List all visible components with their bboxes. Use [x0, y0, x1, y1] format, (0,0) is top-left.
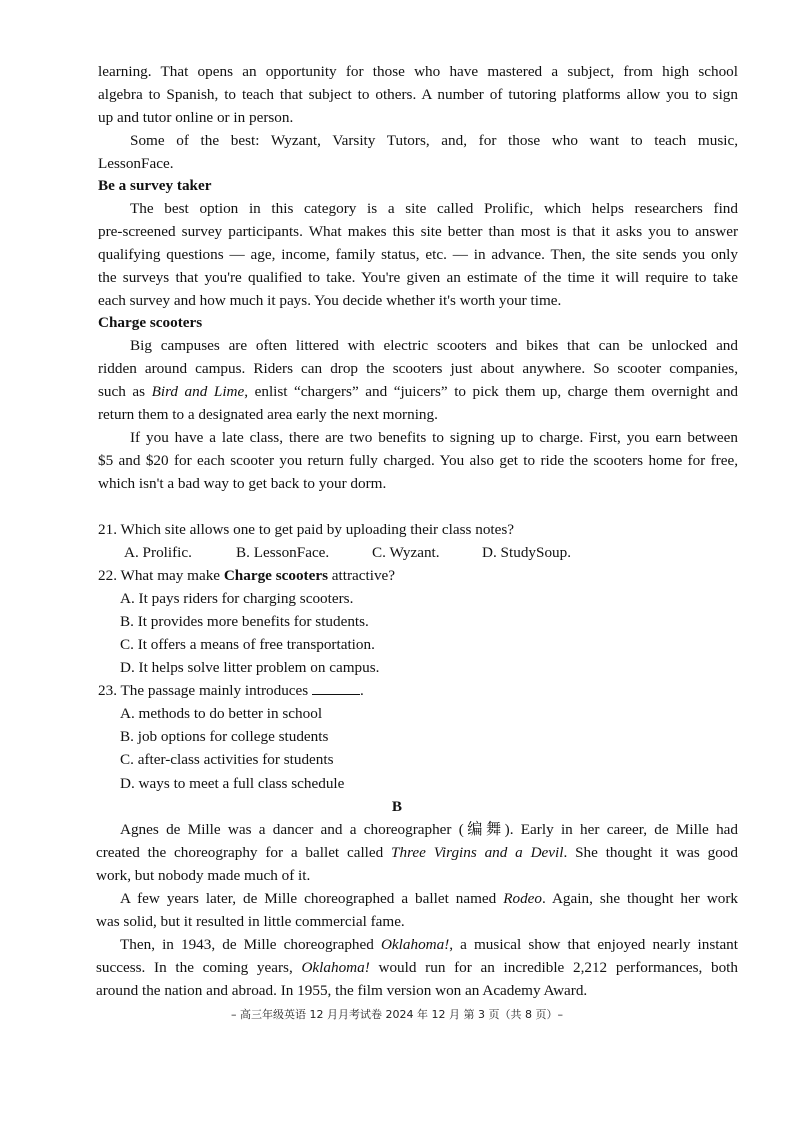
paragraph-line: Agnes de Mille was a dancer and a choreographer (编舞). Early in her career, de Mille had [120, 821, 738, 838]
ballet-title: Rodeo [503, 890, 543, 907]
section-reference: Charge scooters [223, 567, 328, 584]
answer-blank [312, 681, 360, 695]
answer-option[interactable]: A. methods to do better in school [120, 705, 323, 722]
answer-option[interactable]: D. StudySoup. [482, 544, 572, 561]
question-stem [98, 566, 395, 586]
text-run: attractive? [328, 567, 396, 584]
paragraph-line: qualifying questions — age, income, family status, etc. — in advance. Then, the site sends you only [98, 246, 738, 263]
answer-option[interactable]: D. ways to meet a full class schedule [120, 775, 345, 792]
text-run: 23. The passage mainly introduces [98, 682, 309, 699]
text-run: , a musical show that enjoyed nearly instant [449, 936, 738, 953]
text-run: . [359, 682, 364, 699]
answer-option[interactable]: B. job options for college students [120, 728, 329, 745]
paragraph-line [120, 889, 738, 909]
answer-option[interactable]: A. Prolific. [124, 544, 192, 561]
company-names: Bird and Lime [151, 383, 245, 400]
paragraph-line: work, but nobody made much of it. [96, 867, 311, 884]
text-run: 22. What may make [98, 567, 224, 584]
answer-option[interactable]: C. after-class activities for students [120, 751, 334, 768]
answer-option[interactable]: B. It provides more benefits for students. [120, 613, 369, 630]
answer-option[interactable]: C. It offers a means of free transportation. [120, 636, 375, 653]
text-run: success. In the coming years, [96, 959, 302, 976]
show-title: Oklahoma! [301, 959, 370, 976]
ballet-title: Three Virgins and a Devil [391, 844, 564, 861]
text-run: would run for an incredible 2,212 performances, both [369, 959, 738, 976]
text-run: such as [98, 383, 152, 400]
answer-option[interactable]: C. Wyzant. [372, 544, 440, 561]
paragraph-line: up and tutor online or in person. [98, 109, 294, 126]
paragraph-line: Big campuses are often littered with electric scooters and bikes that can be unlocked and [130, 337, 738, 354]
section-heading: Charge scooters [98, 314, 203, 331]
paragraph-line: Some of the best: Wyzant, Varsity Tutors, and, for those who want to teach music, [130, 132, 738, 149]
paragraph-line: which isn't a bad way to get back to your dorm. [98, 475, 387, 492]
paragraph-line: learning. That opens an opportunity for those who have mastered a subject, from high school [98, 63, 738, 80]
show-title: Oklahoma! [380, 936, 450, 953]
text-run: . She thought it was good [563, 844, 738, 861]
text-run: Then, in 1943, de Mille choreographed [120, 936, 381, 953]
text-run: . Again, she thought her work [542, 890, 738, 907]
question-stem [98, 681, 364, 701]
paragraph-line: pre-screened survey participants. What makes this site better than most is that it asks you to answer [98, 223, 738, 240]
paragraph-line: each survey and how much it pays. You decide whether it's worth your time. [98, 292, 562, 309]
paragraph-line [98, 382, 738, 402]
paragraph-line: around the nation and abroad. In 1955, the film version won an Academy Award. [96, 982, 588, 999]
question-stem: 21. Which site allows one to get paid by uploading their class notes? [98, 521, 515, 538]
paragraph-line: $5 and $20 for each scooter you return fully charged. You also get to ride the scooters home for free, [98, 452, 738, 469]
text-run: created the choreography for a ballet called [96, 844, 392, 861]
paragraph-line: the surveys that you're qualified to take. You're given an estimate of the time it will require to take [98, 269, 738, 286]
paragraph-line: ridden around campus. Riders can drop the scooters just about anywhere. So scooter companies, [98, 360, 738, 377]
answer-option[interactable]: D. It helps solve litter problem on campus. [120, 659, 380, 676]
answer-option[interactable]: A. It pays riders for charging scooters. [120, 590, 354, 607]
paragraph-line: was solid, but it resulted in little commercial fame. [96, 913, 405, 930]
answer-option[interactable]: B. LessonFace. [236, 544, 330, 561]
page-footer: – 高三年级英语 12 月月考试卷 2024 年 12 月 第 3 页（共 8 页）– [231, 1008, 563, 1021]
paragraph-line: If you have a late class, there are two benefits to signing up to charge. First, you earn between [130, 429, 738, 446]
paragraph-line: algebra to Spanish, to teach that subject to others. A number of tutoring platforms allow you to sign [98, 86, 738, 103]
passage-heading: B [391, 798, 403, 815]
paragraph-line [96, 958, 738, 978]
paragraph-line [120, 935, 738, 955]
paragraph-line: The best option in this category is a site called Prolific, which helps researchers find [130, 200, 738, 217]
paragraph-line: return them to a designated area early the next morning. [98, 406, 438, 423]
paragraph-line [96, 843, 738, 863]
text-run: A few years later, de Mille choreographed a ballet named [120, 890, 504, 907]
paragraph-line: LessonFace. [98, 155, 174, 172]
text-run: , enlist “chargers” and “juicers” to pick them up, charge them overnight and [244, 383, 739, 400]
section-heading: Be a survey taker [98, 177, 212, 194]
